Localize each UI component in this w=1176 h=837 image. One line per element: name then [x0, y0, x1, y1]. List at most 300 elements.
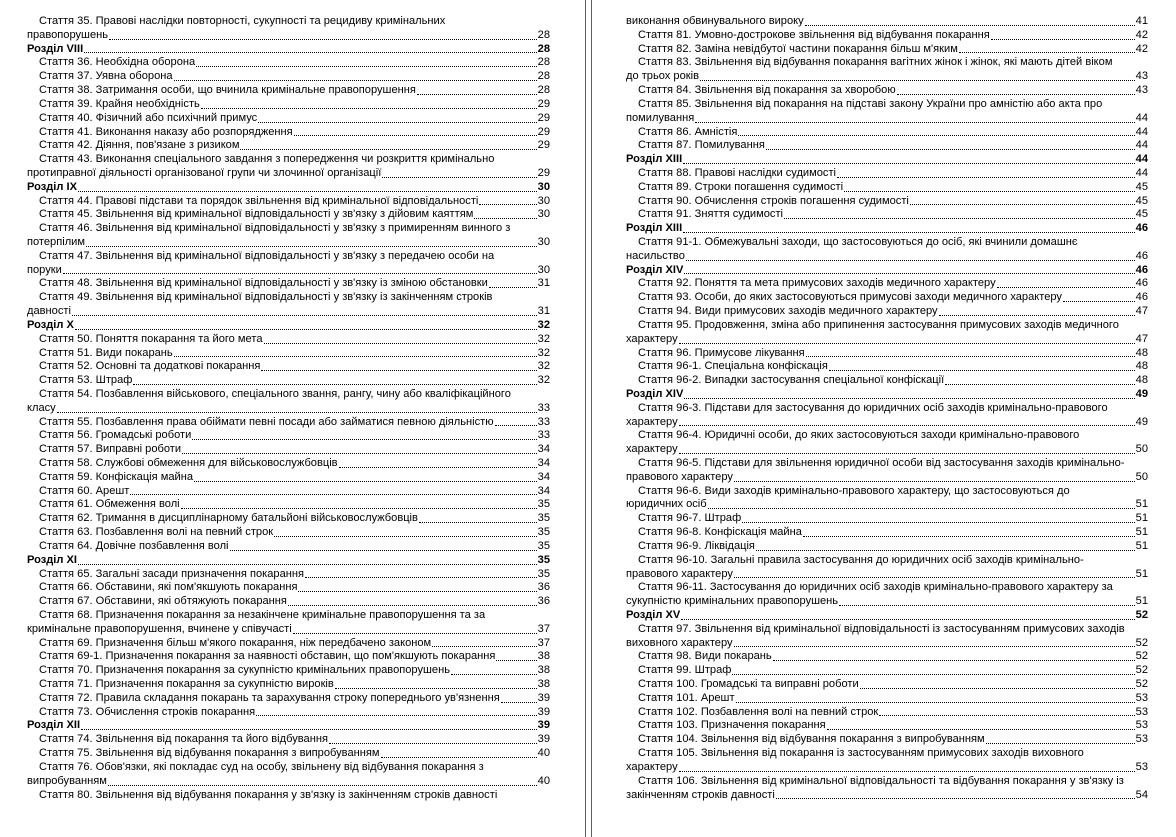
toc-entry[interactable]	[626, 360, 1148, 374]
toc-entry[interactable]	[27, 70, 550, 84]
toc-entry-title: Стаття 53. Штраф	[39, 374, 133, 387]
page-divider	[585, 0, 592, 837]
toc-entry[interactable]	[626, 236, 1148, 250]
toc-page-number: 29	[537, 166, 550, 179]
toc-entry-continuation[interactable]	[27, 775, 550, 789]
toc-entry-continuation[interactable]	[27, 305, 550, 319]
dot-leader	[803, 536, 1135, 537]
dot-leader	[897, 94, 1135, 95]
toc-entry[interactable]	[27, 761, 550, 775]
toc-entry-title: Стаття 47. Звільнення від кримінальної відповідальності у зв'язку з передачею особи на	[39, 249, 495, 262]
toc-section-heading[interactable]	[626, 264, 1148, 278]
toc-entry[interactable]	[626, 457, 1148, 471]
toc-page-number: 52	[1135, 664, 1148, 677]
dot-leader	[496, 660, 536, 661]
toc-entry[interactable]	[626, 305, 1148, 319]
toc-entry-title: Стаття 67. Обставини, які обтяжують покарання	[39, 595, 287, 608]
toc-entry[interactable]	[626, 56, 1148, 70]
toc-entry-title: Стаття 86. Амністія	[638, 125, 738, 138]
dot-leader	[837, 177, 1135, 178]
toc-entry-continuation[interactable]	[626, 333, 1148, 347]
toc-entry[interactable]	[27, 664, 550, 678]
toc-entry-title: правового характеру	[626, 470, 733, 483]
right-page	[592, 0, 1176, 837]
toc-entry[interactable]	[626, 374, 1148, 388]
toc-entry[interactable]	[27, 609, 550, 623]
dot-leader	[417, 94, 537, 95]
toc-entry-title: Стаття 72. Правила складання покарань та зарахування строку попереднього ув'язнення	[39, 691, 500, 704]
toc-entry[interactable]	[27, 471, 550, 485]
toc-entry-title: Стаття 102. Позбавлення волі на певний строк	[638, 705, 879, 718]
toc-entry-title: Розділ IX	[27, 180, 78, 193]
toc-page-number: 47	[1135, 332, 1148, 345]
dot-leader	[335, 688, 537, 689]
toc-page-number: 30	[537, 236, 550, 248]
dot-leader	[736, 702, 1135, 703]
toc-entry[interactable]	[27, 706, 550, 720]
toc-section-heading[interactable]	[626, 153, 1148, 167]
toc-entry[interactable]	[27, 443, 550, 457]
toc-page-number: 33	[537, 429, 550, 442]
dot-leader	[839, 605, 1135, 606]
toc-entry[interactable]	[27, 637, 550, 651]
toc-entry[interactable]	[626, 512, 1148, 526]
toc-entry[interactable]	[27, 789, 550, 803]
toc-entry-title: класу	[27, 401, 56, 414]
dot-leader	[844, 191, 1135, 192]
dot-leader	[681, 619, 1134, 620]
toc-entry[interactable]	[27, 388, 550, 402]
toc-entry-title: Стаття 96-1. Спеціальна конфіскація	[638, 360, 828, 373]
toc-entry-title: Стаття 61. Обмеження волі	[39, 498, 180, 511]
toc-entry-title: Стаття 96-9. Ліквідація	[638, 539, 755, 552]
toc-page-number: 36	[537, 595, 550, 608]
toc-page-number: 44	[1135, 139, 1148, 152]
toc-entry-continuation[interactable]	[626, 443, 1148, 457]
dot-leader	[381, 757, 537, 758]
toc-page-number: 34	[537, 470, 550, 483]
toc-entry-title: Стаття 82. Заміна невідбутої частини покарання більш м'яким	[638, 42, 958, 55]
toc-entry-title: Стаття 95. Продовження, зміна або припинення застосування примусових заходів медичного	[638, 318, 1119, 331]
toc-entry-title: Стаття 97. Звільнення від кримінальної відповідальності із застосуванням примусових заходів	[638, 622, 1125, 635]
toc-entry[interactable]	[27, 416, 550, 430]
toc-entry-title: випробуванням	[27, 774, 107, 787]
dot-leader	[910, 204, 1135, 205]
dot-leader	[81, 729, 537, 730]
toc-page-number: 44	[1135, 166, 1148, 179]
toc-entry-title: Стаття 54. Позбавлення військового, спеціального звання, рангу, чину або кваліфікаційного	[39, 387, 511, 400]
dot-leader	[684, 273, 1134, 274]
toc-page-number: 53	[1135, 691, 1148, 704]
toc-entry-title: Стаття 75. Звільнення від відбування покарання з випробуванням	[39, 747, 380, 760]
toc-entry[interactable]	[626, 733, 1148, 747]
toc-section-heading[interactable]	[27, 554, 550, 568]
toc-entry[interactable]	[626, 581, 1148, 595]
toc-entry[interactable]	[27, 15, 550, 29]
toc-entry[interactable]	[27, 485, 550, 499]
toc-entry-title: помилування	[626, 111, 695, 124]
toc-entry-title: Стаття 43. Виконання спеціального завдання з попередження чи розкриття кримінально	[39, 153, 495, 166]
toc-entry[interactable]	[626, 623, 1148, 637]
toc-entry[interactable]	[626, 540, 1148, 554]
toc-entry-continuation[interactable]	[27, 29, 550, 43]
toc-entry-title: Розділ X	[27, 318, 74, 331]
toc-page-number: 39	[537, 705, 550, 718]
dot-leader	[288, 605, 537, 606]
toc-entry-title: Стаття 92. Поняття та мета примусових заходів медичного характеру	[638, 277, 996, 290]
toc-entry[interactable]	[27, 692, 550, 706]
toc-entry-title: характеру	[626, 415, 678, 428]
toc-entry[interactable]	[626, 719, 1148, 733]
toc-entry[interactable]	[27, 222, 550, 236]
toc-entry-continuation[interactable]	[626, 568, 1148, 582]
toc-entry[interactable]	[626, 181, 1148, 195]
toc-entry-continuation[interactable]	[626, 70, 1148, 84]
dot-leader	[742, 522, 1134, 523]
toc-page-number: 51	[1135, 595, 1148, 608]
toc-page-number: 45	[1135, 208, 1148, 221]
toc-entry-title: Стаття 68. Призначення покарання за незакінчене кримінальне правопорушення та за	[39, 608, 486, 621]
toc-page-number: 33	[537, 401, 550, 414]
toc-entry-title: Стаття 45. Звільнення від кримінальної відповідальності у зв'язку з дійовим каяттям	[39, 208, 474, 221]
toc-page-number: 43	[1135, 70, 1148, 83]
toc-section-heading[interactable]	[626, 609, 1148, 623]
toc-entry-title: Стаття 94. Види примусових заходів медичного характеру	[638, 305, 938, 318]
toc-page-number: 28	[537, 28, 550, 41]
toc-page-number: 46	[1135, 263, 1148, 276]
dot-leader	[679, 343, 1135, 344]
toc-entry-title: Стаття 73. Обчислення строків покарання	[39, 705, 256, 718]
toc-page-number: 37	[537, 622, 550, 635]
dot-leader	[766, 149, 1135, 150]
toc-entry-continuation[interactable]	[626, 416, 1148, 430]
toc-page-number: 34	[537, 484, 550, 497]
toc-entry-title: Стаття 96-7. Штраф	[638, 512, 742, 525]
dot-leader	[708, 508, 1135, 509]
toc-section-heading[interactable]	[626, 388, 1148, 402]
toc-entry[interactable]	[27, 457, 550, 471]
toc-entry[interactable]	[626, 291, 1148, 305]
dot-leader	[298, 591, 536, 592]
toc-entry-continuation[interactable]	[27, 402, 550, 416]
toc-page-number: 49	[1135, 415, 1148, 428]
toc-entry-continuation[interactable]	[626, 112, 1148, 126]
toc-entry-continuation[interactable]	[27, 623, 550, 637]
dot-leader	[738, 135, 1134, 136]
toc-entry[interactable]	[626, 706, 1148, 720]
toc-entry[interactable]	[626, 678, 1148, 692]
dot-leader	[686, 260, 1135, 261]
toc-entry-title: Стаття 80. Звільнення від відбування покарання у зв'язку із закінченням строків давності	[39, 788, 498, 801]
toc-entry[interactable]	[27, 498, 550, 512]
toc-entry-title: Розділ XIV	[626, 263, 684, 276]
toc-page-number: 29	[537, 139, 550, 152]
toc-entry[interactable]	[27, 208, 550, 222]
toc-entry[interactable]	[27, 250, 550, 264]
toc-entry-title: Стаття 87. Помилування	[638, 139, 765, 152]
toc-entry-title: Стаття 51. Види покарань	[39, 346, 173, 359]
toc-entry-title: Стаття 71. Призначення покарання за сукупністю вироків	[39, 678, 334, 690]
toc-entry[interactable]	[626, 84, 1148, 98]
toc-entry-title: Стаття 98. Види покарань	[638, 650, 772, 663]
toc-entry[interactable]	[626, 554, 1148, 568]
toc-entry-title: Розділ XII	[27, 719, 81, 732]
toc-page-number: 28	[537, 84, 550, 97]
toc-entry-title: протиправної діяльності організованої групи чи злочинної організації	[27, 166, 382, 179]
toc-entry-title: Стаття 62. Тримання в дисциплінарному батальйоні військовослужбовців	[39, 512, 418, 525]
toc-entry[interactable]	[27, 291, 550, 305]
toc-page-number: 38	[537, 650, 550, 663]
dot-leader	[959, 52, 1135, 53]
toc-entry[interactable]	[626, 29, 1148, 43]
toc-entry[interactable]	[626, 775, 1148, 789]
dot-leader	[1063, 301, 1135, 302]
toc-entry[interactable]	[27, 429, 550, 443]
toc-entry[interactable]	[27, 678, 550, 692]
dot-leader	[329, 743, 537, 744]
toc-page-number: 43	[1135, 84, 1148, 97]
toc-entry-continuation[interactable]	[626, 471, 1148, 485]
toc-page-number: 42	[1135, 42, 1148, 55]
dot-leader	[806, 356, 1135, 357]
toc-entry[interactable]	[27, 333, 550, 347]
toc-page-number: 53	[1135, 733, 1148, 746]
toc-entry-title: Стаття 89. Строки погашення судимості	[638, 180, 844, 193]
toc-page-number: 52	[1135, 650, 1148, 663]
toc-entry-title: Стаття 57. Виправні роботи	[39, 443, 182, 456]
toc-entry-title: до трьох років	[626, 70, 699, 83]
toc-entry[interactable]	[27, 650, 550, 664]
toc-entry-title: Стаття 69-1. Призначення покарання за наявності обставин, що пом'якшують покарання	[39, 650, 496, 663]
toc-page-number: 46	[1135, 249, 1148, 262]
toc-entry-title: Розділ XIII	[626, 222, 683, 235]
toc-entry-title: Стаття 44. Правові підстави та порядок звільнення від кримінальної відповідальності	[39, 194, 479, 207]
toc-entry-title: Стаття 84. Звільнення від покарання за хворобою	[638, 84, 896, 97]
toc-entry-title: Розділ VIII	[27, 42, 84, 55]
toc-entry[interactable]	[27, 512, 550, 526]
toc-entry-title: Стаття 83. Звільнення від відбування покарання вагітних жінок і жінок, які мають дітей віком	[638, 56, 1113, 69]
toc-entry-title: Стаття 64. Довічне позбавлення волі	[39, 539, 229, 552]
toc-left-column	[27, 15, 550, 802]
toc-entry-title: Стаття 69. Призначення більш м'якого покарання, ніж передбачено законом	[39, 636, 432, 649]
toc-entry[interactable]	[626, 139, 1148, 153]
dot-leader	[734, 481, 1135, 482]
toc-entry[interactable]	[626, 167, 1148, 181]
toc-page-number: 35	[537, 553, 550, 566]
toc-entry-title: Стаття 52. Основні та додаткові покарання	[39, 360, 261, 373]
toc-entry[interactable]	[626, 526, 1148, 540]
dot-leader	[230, 550, 537, 551]
dot-leader	[773, 660, 1135, 661]
toc-page-number: 32	[537, 318, 550, 331]
toc-section-heading[interactable]	[626, 222, 1148, 236]
toc-page-number: 53	[1135, 705, 1148, 718]
toc-section-heading[interactable]	[27, 181, 550, 195]
dot-leader	[734, 577, 1135, 578]
toc-entry[interactable]	[27, 360, 550, 374]
toc-entry-title: Розділ XV	[626, 608, 681, 621]
toc-entry-continuation[interactable]	[626, 637, 1148, 651]
toc-entry-title: Стаття 96-2. Випадки застосування спеціальної конфіскації	[638, 374, 945, 387]
toc-entry[interactable]	[27, 84, 550, 98]
toc-entry-title: Стаття 91-1. Обмежувальні заходи, що застосовуються до осіб, які вчинили домашнє	[638, 236, 1078, 248]
toc-page-number: 52	[1135, 678, 1148, 690]
toc-entry[interactable]	[626, 347, 1148, 361]
toc-page-number: 29	[537, 97, 550, 110]
toc-page-number: 35	[537, 567, 550, 580]
toc-entry[interactable]	[27, 98, 550, 112]
dot-leader	[339, 467, 537, 468]
toc-page-number: 34	[537, 443, 550, 456]
dot-leader	[684, 398, 1134, 399]
toc-entry[interactable]	[626, 319, 1148, 333]
toc-entry-title: закінченням строків давності	[626, 788, 775, 801]
toc-page-number: 44	[1135, 111, 1148, 124]
dot-leader	[133, 384, 536, 385]
toc-entry[interactable]	[626, 485, 1148, 499]
toc-page-number: 30	[537, 180, 550, 193]
toc-page-number: 38	[537, 678, 550, 690]
toc-page-number: 30	[537, 194, 550, 207]
toc-page-number: 32	[537, 346, 550, 359]
toc-entry[interactable]	[626, 277, 1148, 291]
toc-page-number: 30	[537, 208, 550, 221]
toc-page-number: 50	[1135, 443, 1148, 456]
toc-entry-title: Стаття 96-5. Підстави для звільнення юридичної особи від застосування заходів кримінально-	[638, 457, 1125, 469]
toc-page-number: 40	[537, 747, 550, 760]
dot-leader	[57, 412, 537, 413]
toc-page-number: 51	[1135, 567, 1148, 580]
toc-page-number: 35	[537, 498, 550, 511]
toc-page-number: 29	[537, 111, 550, 124]
toc-entry-title: Стаття 103. Призначення покарання	[638, 719, 826, 732]
toc-entry[interactable]	[27, 56, 550, 70]
toc-entry[interactable]	[27, 568, 550, 582]
toc-entry-continuation[interactable]	[626, 761, 1148, 775]
toc-entry[interactable]	[626, 692, 1148, 706]
toc-entry[interactable]	[626, 747, 1148, 761]
toc-page-number: 37	[537, 636, 550, 649]
toc-page-number: 39	[537, 691, 550, 704]
toc-section-heading[interactable]	[27, 719, 550, 733]
toc-page-number: 48	[1135, 346, 1148, 359]
dot-leader	[72, 315, 537, 316]
toc-entry[interactable]	[27, 347, 550, 361]
toc-entry[interactable]	[27, 374, 550, 388]
toc-entry-title: Стаття 105. Звільнення від покарання із застосуванням примусових заходів виховного	[638, 747, 1084, 760]
toc-entry-title: Стаття 41. Виконання наказу або розпорядження	[39, 125, 293, 138]
toc-entry[interactable]	[626, 664, 1148, 678]
toc-page-number: 45	[1135, 194, 1148, 207]
toc-entry[interactable]	[27, 126, 550, 140]
toc-entry-continuation[interactable]	[626, 250, 1148, 264]
toc-entry[interactable]	[626, 650, 1148, 664]
toc-page-number: 51	[1135, 498, 1148, 511]
toc-page-number: 30	[537, 263, 550, 276]
toc-entry-title: виховного характеру	[626, 636, 733, 649]
dot-leader	[84, 52, 536, 53]
dot-leader	[986, 743, 1135, 744]
toc-entry-continuation[interactable]	[27, 264, 550, 278]
toc-entry[interactable]	[626, 43, 1148, 57]
toc-entry-title: Стаття 76. Обов'язки, які покладає суд на особу, звільнену від відбування покарання з	[39, 760, 484, 773]
toc-entry-title: Стаття 50. Поняття покарання та його мета	[39, 332, 263, 345]
toc-section-heading[interactable]	[27, 319, 550, 333]
dot-leader	[700, 80, 1135, 81]
toc-entry[interactable]	[27, 581, 550, 595]
dot-leader	[108, 785, 537, 786]
toc-entry[interactable]	[626, 126, 1148, 140]
dot-leader	[258, 122, 536, 123]
toc-entry-title: кримінальне правопорушення, вчинене у співучасті	[27, 622, 292, 635]
toc-entry[interactable]	[27, 153, 550, 167]
toc-entry[interactable]	[626, 402, 1148, 416]
toc-entry-title: Стаття 42. Діяння, пов'язане з ризиком	[39, 139, 240, 152]
toc-section-heading[interactable]	[27, 43, 550, 57]
toc-entry-continuation[interactable]	[27, 236, 550, 250]
dot-leader	[201, 108, 537, 109]
dot-leader	[293, 633, 537, 634]
toc-entry-title: Стаття 36. Необхідна оборона	[39, 56, 196, 69]
toc-entry-continuation[interactable]	[626, 789, 1148, 803]
toc-entry[interactable]	[626, 98, 1148, 112]
toc-page-number: 39	[537, 733, 550, 746]
toc-entry[interactable]	[626, 429, 1148, 443]
toc-entry[interactable]	[27, 195, 550, 209]
toc-entry-title: Стаття 37. Уявна оборона	[39, 70, 173, 83]
dot-leader	[196, 66, 536, 67]
toc-entry-title: Стаття 96-8. Конфіскація майна	[638, 526, 802, 539]
dot-leader	[679, 425, 1135, 426]
toc-entry-title: Стаття 49. Звільнення від кримінальної відповідальності у зв'язку із закінченням строків	[39, 291, 493, 304]
toc-entry[interactable]	[27, 112, 550, 126]
toc-entry[interactable]	[27, 747, 550, 761]
dot-leader	[130, 494, 536, 495]
toc-page-number: 44	[1135, 125, 1148, 138]
dot-leader	[63, 273, 537, 274]
toc-entry[interactable]	[27, 526, 550, 540]
toc-page-number: 51	[1135, 512, 1148, 525]
toc-entry[interactable]	[626, 208, 1148, 222]
toc-entry[interactable]	[27, 540, 550, 554]
toc-page-number: 47	[1135, 305, 1148, 318]
toc-entry-title: Розділ XI	[27, 553, 78, 566]
toc-entry-continuation[interactable]	[27, 167, 550, 181]
toc-entry-title: Розділ XIV	[626, 387, 684, 400]
dot-leader	[756, 550, 1135, 551]
toc-entry-continuation[interactable]	[626, 595, 1148, 609]
toc-entry-title: Стаття 58. Службові обмеження для військовослужбовців	[39, 457, 338, 469]
toc-entry-continuation[interactable]	[626, 15, 1148, 29]
left-page	[0, 0, 585, 837]
toc-entry[interactable]	[27, 733, 550, 747]
toc-page-number: 32	[537, 360, 550, 373]
toc-entry[interactable]	[626, 195, 1148, 209]
toc-page-number: 33	[537, 415, 550, 428]
toc-entry[interactable]	[27, 277, 550, 291]
toc-entry-title: Стаття 88. Правові наслідки судимості	[638, 166, 837, 179]
toc-entry[interactable]	[27, 139, 550, 153]
dot-leader	[182, 453, 537, 454]
toc-entry[interactable]	[27, 595, 550, 609]
dot-leader	[274, 536, 537, 537]
dot-leader	[695, 122, 1134, 123]
dot-leader	[683, 163, 1134, 164]
toc-entry-continuation[interactable]	[626, 498, 1148, 512]
toc-page-number: 29	[537, 125, 550, 138]
dot-leader	[294, 135, 537, 136]
dot-leader	[679, 771, 1135, 772]
